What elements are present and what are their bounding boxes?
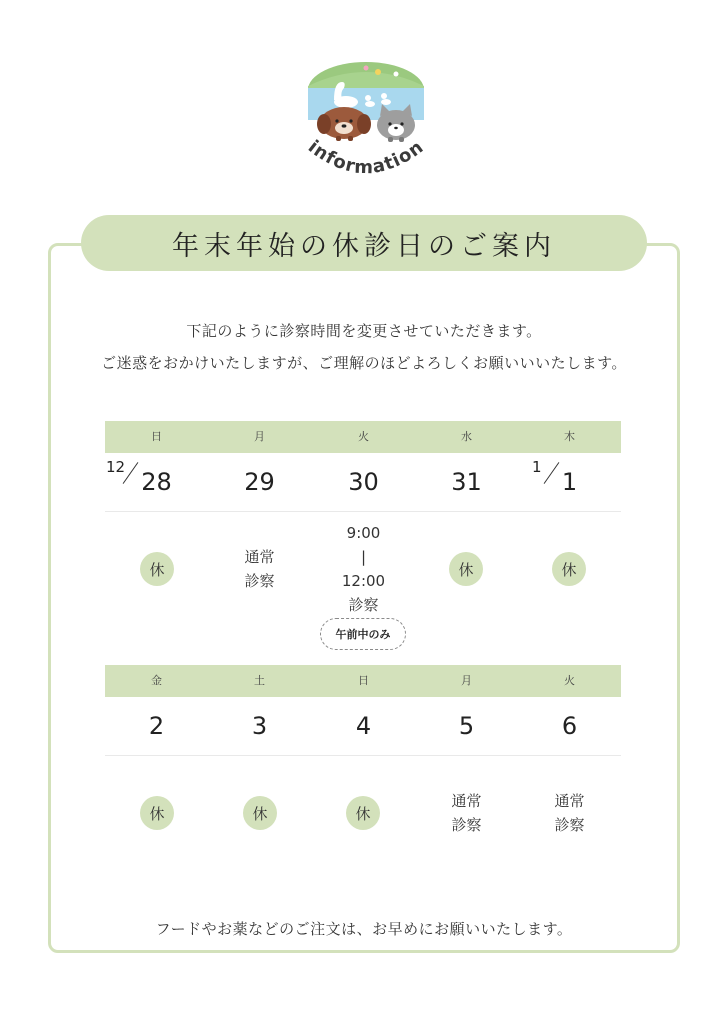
morning-only-badge: 午前中のみ xyxy=(320,618,406,650)
normal-hours xyxy=(208,545,311,593)
week2-day: 日 xyxy=(358,674,369,687)
row-divider xyxy=(105,511,621,512)
footer-note: フードやお薬などのご注文は、お早めにお願いいたします。 xyxy=(155,920,573,938)
week1-day: 日 xyxy=(151,430,162,443)
special-label: 診察 xyxy=(348,596,379,614)
row-divider xyxy=(105,755,621,756)
week2-day: 土 xyxy=(254,674,265,687)
week1-day: 火 xyxy=(358,430,369,443)
date-cell: 1 xyxy=(561,468,578,496)
closed-badge: 休 xyxy=(552,552,586,586)
logo-illustration xyxy=(296,48,436,188)
week2-day: 月 xyxy=(461,674,472,687)
week2-day: 金 xyxy=(151,674,162,687)
special-end: 12:00 xyxy=(341,572,386,590)
page-title: 年末年始の休診日のご案内 xyxy=(81,215,647,271)
date-cell: 5 xyxy=(458,712,475,740)
normal-line-1: 通常 xyxy=(451,792,482,810)
date-cell: 29 xyxy=(244,468,275,496)
logo-text: information xyxy=(304,136,428,179)
normal-line-1: 通常 xyxy=(554,792,585,810)
intro-line-1: 下記のように診察時間を変更させていただきます。 xyxy=(186,322,542,340)
special-separator: | xyxy=(360,548,367,566)
normal-line-1: 通常 xyxy=(244,548,275,566)
date-cell: 28 xyxy=(141,468,172,496)
week1-day: 水 xyxy=(461,430,472,443)
date-cell: 31 xyxy=(451,468,482,496)
date-cell: 3 xyxy=(251,712,268,740)
intro-line-2: ご迷惑をおかけいたしますが、ご理解のほどよろしくお願いいいたします。 xyxy=(101,354,627,372)
special-hours xyxy=(312,521,415,617)
normal-line-2: 診察 xyxy=(554,816,585,834)
week1-day: 木 xyxy=(564,430,575,443)
month-label: 1 xyxy=(532,458,542,476)
normal-line-2: 診察 xyxy=(244,572,275,590)
date-cell: 30 xyxy=(348,468,379,496)
date-cell: 4 xyxy=(355,712,372,740)
closed-badge: 休 xyxy=(346,796,380,830)
closed-badge: 休 xyxy=(449,552,483,586)
week2-day: 火 xyxy=(564,674,575,687)
month-label: 12 xyxy=(106,458,126,476)
date-cell: 6 xyxy=(561,712,578,740)
special-start: 9:00 xyxy=(346,524,381,542)
normal-hours xyxy=(518,789,621,837)
normal-line-2: 診察 xyxy=(451,816,482,834)
normal-hours xyxy=(415,789,518,837)
week1-day: 月 xyxy=(254,430,265,443)
date-cell: 2 xyxy=(148,712,165,740)
closed-badge: 休 xyxy=(140,796,174,830)
closed-badge: 休 xyxy=(140,552,174,586)
closed-badge: 休 xyxy=(243,796,277,830)
